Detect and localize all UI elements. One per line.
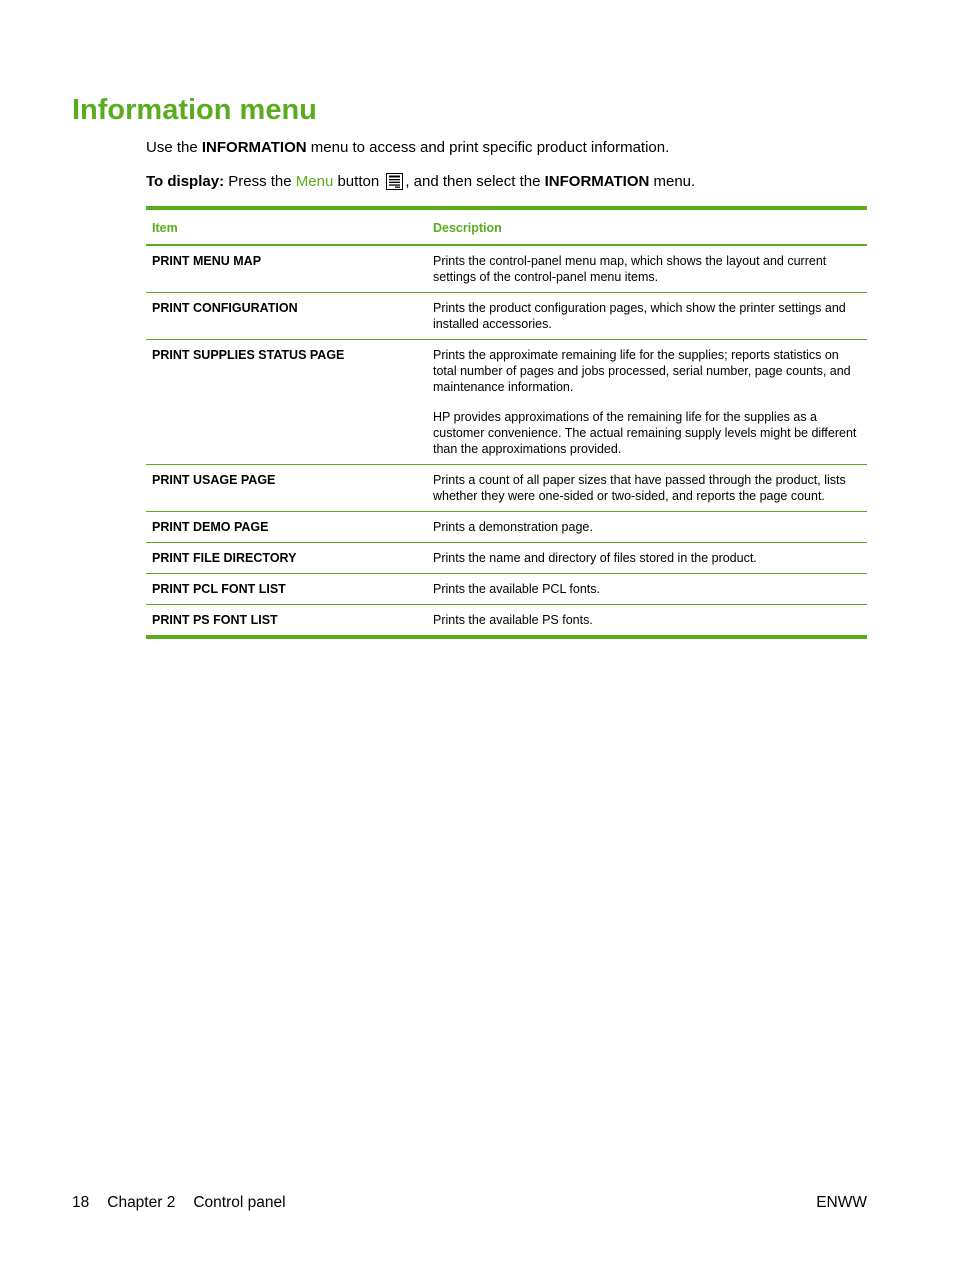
display-menu-name: INFORMATION — [544, 173, 650, 190]
item-cell: PRINT MENU MAP — [146, 245, 427, 293]
description-cell — [427, 293, 867, 340]
description-paragraph: Prints the name and directory of files stored in the product. — [433, 551, 757, 565]
description-cell — [427, 543, 867, 574]
display-instructions — [146, 172, 695, 196]
description-paragraph: Prints the available PS fonts. — [433, 613, 593, 627]
table-row — [146, 543, 867, 574]
intro-menu-name: INFORMATION — [201, 139, 307, 156]
item-cell: PRINT FILE DIRECTORY — [146, 543, 427, 574]
description-cell — [427, 605, 867, 638]
menu-link[interactable]: Menu — [295, 173, 334, 190]
footer-right: ENWW — [816, 1194, 867, 1211]
item-cell: PRINT SUPPLIES STATUS PAGE — [146, 340, 427, 465]
page-title: Information menu — [72, 94, 317, 126]
table-row — [146, 340, 867, 465]
footer-section: Control panel — [193, 1194, 286, 1211]
description-cell — [427, 512, 867, 543]
item-cell: PRINT DEMO PAGE — [146, 512, 427, 543]
description-paragraph: Prints the available PCL fonts. — [433, 582, 600, 596]
display-text-3: , and then select the — [405, 173, 545, 190]
table-row — [146, 574, 867, 605]
description-paragraph: Prints the product configuration pages, which show the printer settings and installed accessories. — [433, 301, 846, 331]
item-cell: PRINT CONFIGURATION — [146, 293, 427, 340]
page-number: 18 — [72, 1194, 90, 1211]
description-paragraph: HP provides approximations of the remaining life for the supplies as a customer convenience. The actual remaining supply levels might be different than the approximations provided. — [433, 410, 857, 456]
intro-text-end: menu to access and print specific product information. — [306, 139, 670, 156]
item-cell: PRINT USAGE PAGE — [146, 465, 427, 512]
table-row — [146, 465, 867, 512]
display-text-2: button — [333, 173, 384, 190]
information-menu-table — [146, 206, 867, 639]
footer-left — [72, 1193, 286, 1213]
description-cell — [427, 574, 867, 605]
intro-text-start: Use the — [146, 139, 202, 156]
table-row — [146, 605, 867, 638]
table-row — [146, 293, 867, 340]
header-description: Description — [427, 208, 867, 245]
display-text-4: menu. — [649, 173, 696, 190]
description-cell — [427, 465, 867, 512]
display-text-1: Press the — [224, 173, 296, 190]
table-row — [146, 245, 867, 293]
header-item: Item — [146, 208, 427, 245]
description-paragraph: Prints the control-panel menu map, which shows the layout and current settings of the control-panel menu items. — [433, 254, 827, 284]
item-cell: PRINT PCL FONT LIST — [146, 574, 427, 605]
description-cell — [427, 245, 867, 293]
menu-button-icon — [386, 173, 403, 196]
intro-paragraph — [146, 138, 669, 158]
display-label: To display: — [146, 173, 225, 190]
description-cell — [427, 340, 867, 465]
table-header-row — [146, 208, 867, 245]
description-paragraph: Prints a demonstration page. — [433, 520, 593, 534]
description-paragraph: Prints the approximate remaining life for the supplies; reports statistics on total number of pages and jobs processed, serial number, page counts, and maintenance information. — [433, 348, 851, 394]
footer-chapter: Chapter 2 — [107, 1194, 176, 1211]
item-cell: PRINT PS FONT LIST — [152, 613, 278, 627]
description-paragraph: Prints a count of all paper sizes that have passed through the product, lists whether they were one-sided or two-sided, and reports the page count. — [433, 473, 846, 503]
table-row — [146, 512, 867, 543]
